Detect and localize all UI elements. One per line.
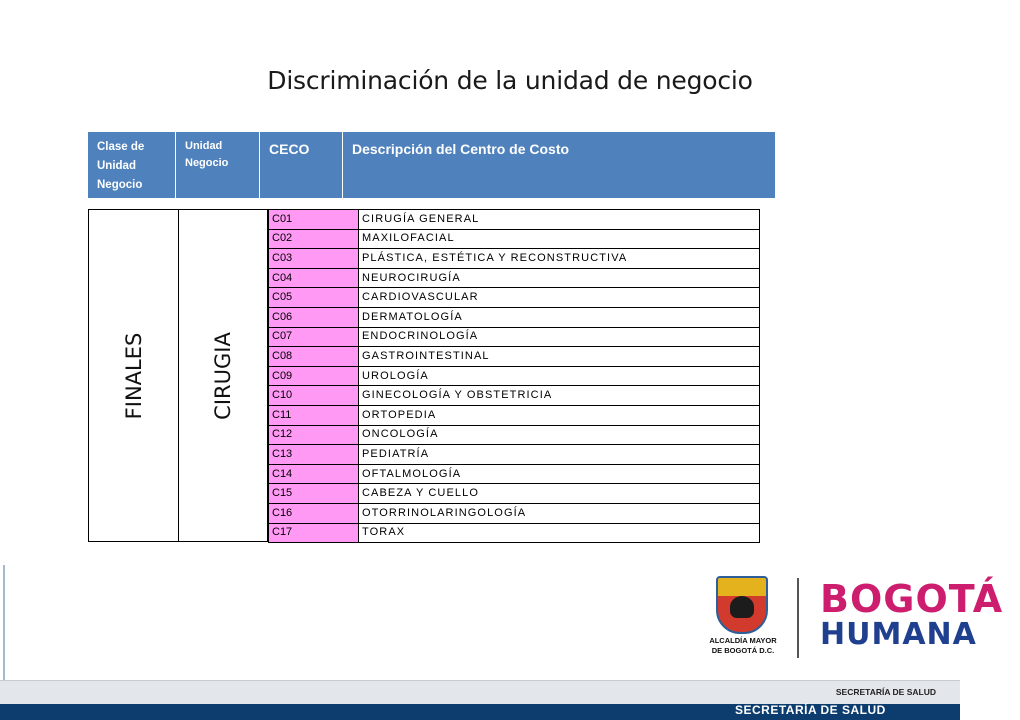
header-clase-line2: Unidad	[97, 160, 136, 172]
ceco-code: C07	[269, 327, 359, 347]
alcaldia-logo-text	[700, 636, 786, 656]
cost-center-description: PLÁSTICA, ESTÉTICA Y RECONSTRUCTIVA	[359, 249, 760, 269]
table-row	[269, 366, 760, 386]
footer-light-band	[0, 680, 960, 704]
cost-center-description: TORAX	[359, 523, 760, 543]
ceco-code: C10	[269, 386, 359, 406]
table-row	[269, 249, 760, 269]
cost-center-description: UROLOGÍA	[359, 366, 760, 386]
ceco-code: C04	[269, 268, 359, 288]
cost-center-description: PEDIATRÍA	[359, 445, 760, 465]
ceco-code: C08	[269, 347, 359, 367]
table-row	[269, 445, 760, 465]
header-unidad-line2: Negocio	[185, 157, 229, 169]
cost-center-description: OTORRINOLARINGOLOGÍA	[359, 503, 760, 523]
cost-center-description: DERMATOLOGÍA	[359, 307, 760, 327]
ceco-code: C06	[269, 307, 359, 327]
cost-center-description: CABEZA Y CUELLO	[359, 484, 760, 504]
eagle-icon	[730, 596, 754, 618]
ceco-code: C17	[269, 523, 359, 543]
table-row	[269, 405, 760, 425]
footer-dark-label: SECRETARÍA DE SALUD	[735, 703, 886, 717]
left-accent-bar	[3, 565, 5, 695]
cost-center-description: NEUROCIRUGÍA	[359, 268, 760, 288]
table-row	[269, 425, 760, 445]
cost-center-description: MAXILOFACIAL	[359, 229, 760, 249]
ceco-code: C15	[269, 484, 359, 504]
ceco-code: C03	[269, 249, 359, 269]
clase-cell	[89, 210, 179, 541]
ceco-code: C09	[269, 366, 359, 386]
table-row	[269, 268, 760, 288]
column-header-table	[88, 132, 775, 198]
humana-logo-text: HUMANA	[820, 617, 977, 652]
logo-divider	[797, 578, 799, 658]
unidad-label: CIRUGIA	[211, 331, 235, 420]
cost-center-description: GASTROINTESTINAL	[359, 347, 760, 367]
clase-label: FINALES	[121, 332, 146, 419]
cost-center-description: ENDOCRINOLOGÍA	[359, 327, 760, 347]
table-row	[269, 327, 760, 347]
table-row	[269, 484, 760, 504]
table-row	[269, 503, 760, 523]
table-row	[269, 386, 760, 406]
table-row	[269, 347, 760, 367]
cost-center-description: ORTOPEDIA	[359, 405, 760, 425]
ceco-code: C16	[269, 503, 359, 523]
footer-light-label: SECRETARÍA DE SALUD	[835, 687, 936, 697]
logo-area	[700, 574, 1004, 670]
bogota-logo-text: BOGOTÁ	[820, 577, 1004, 621]
cost-center-description: GINECOLOGÍA Y OBSTETRICIA	[359, 386, 760, 406]
table-row	[269, 210, 760, 230]
footer-dark-band	[0, 704, 960, 720]
ceco-code: C02	[269, 229, 359, 249]
cost-center-description: OFTALMOLOGÍA	[359, 464, 760, 484]
ceco-code: C14	[269, 464, 359, 484]
ceco-code: C11	[269, 405, 359, 425]
header-ceco: CECO	[260, 132, 343, 198]
header-unidad-negocio	[176, 132, 260, 198]
table-row	[269, 523, 760, 543]
cost-center-description: ONCOLOGÍA	[359, 425, 760, 445]
table-row	[269, 464, 760, 484]
page-title: Discriminación de la unidad de negocio	[267, 66, 753, 95]
cost-center-table	[268, 209, 760, 543]
alcaldia-line1: ALCALDÍA MAYOR	[709, 636, 777, 645]
header-descripcion: Descripción del Centro de Costo	[352, 141, 570, 157]
ceco-code: C05	[269, 288, 359, 308]
ceco-code: C01	[269, 210, 359, 230]
table-row	[269, 229, 760, 249]
table-row	[269, 307, 760, 327]
cost-center-description: CARDIOVASCULAR	[359, 288, 760, 308]
ceco-code: C13	[269, 445, 359, 465]
header-clase-line3: Negocio	[97, 179, 143, 191]
table-row	[269, 288, 760, 308]
bogota-coat-of-arms-icon	[716, 576, 768, 634]
alcaldia-line2: DE BOGOTÁ D.C.	[711, 646, 775, 655]
header-clase-line1: Clase de	[97, 141, 145, 153]
unidad-cell	[179, 210, 267, 541]
grouping-cells	[88, 209, 268, 542]
cost-center-description: CIRUGÍA GENERAL	[359, 210, 760, 230]
header-unidad-line1: Unidad	[185, 140, 223, 152]
header-clase-unidad-negocio	[88, 132, 176, 198]
ceco-code: C12	[269, 425, 359, 445]
